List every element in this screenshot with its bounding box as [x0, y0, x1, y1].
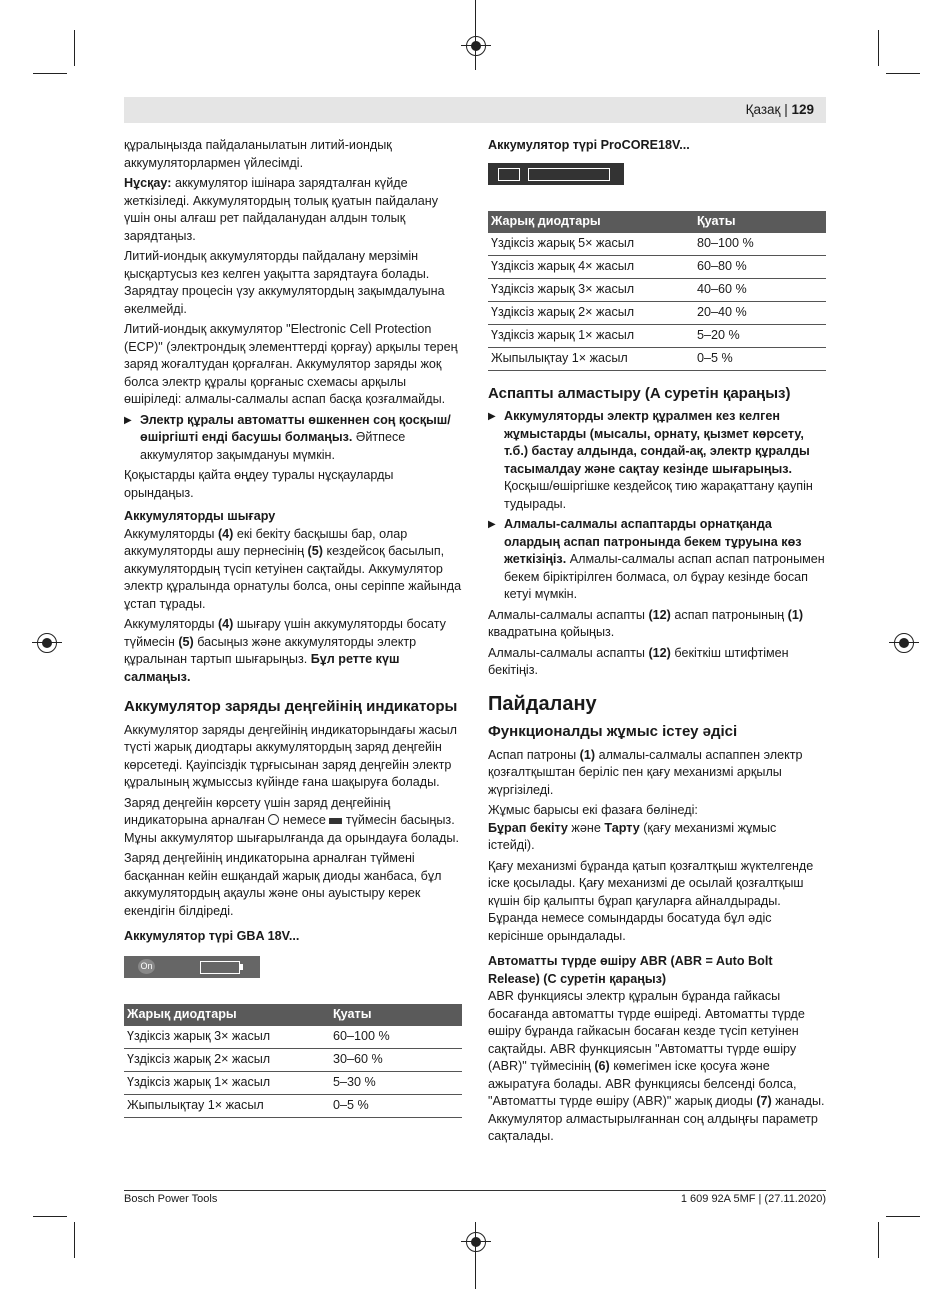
- crop-mark: [33, 73, 67, 74]
- table-row: Үздіксіз жарық 2× жасыл 30–60 %: [124, 1048, 462, 1071]
- section-heading-change: Аспапты алмастыру (A суретін қараңыз): [488, 384, 791, 402]
- registration-mark: [466, 36, 486, 56]
- table-header: Жарық диодтары: [124, 1004, 330, 1026]
- section-heading-procore: Аккумулятор түрі ProCORE18V...: [488, 138, 690, 152]
- warning-bullet: ▶ Алмалы-салмалы аспаптарды орнатқанда олардың аспап патронында бекем тұруына көз жеткізіңіз. Алмалы-салмалы аспап аспап патронымен бекем біріктірілген болмаса, ол бұрау кезінде босап кетуі мүмкін.: [488, 516, 826, 604]
- table-row: Үздіксіз жарық 1× жасыл 5–20 %: [488, 324, 826, 347]
- table-header: Қуаты: [694, 211, 826, 233]
- paragraph: Литий-иондық аккумулятор "Electronic Cell Protection (ECP)" (электрондық элементтерді қорғау) арқылы терең заряд жоғалтудан қорғалған. Аккумулятор заряды жоқ болса электр құралы қорғаныс схемасы арқылы өшіріледі: алмалы-салмалы аспап басқа қозғалмайды.: [124, 322, 458, 406]
- battery-gauge-icon: [528, 168, 610, 181]
- battery-terminal-icon: [240, 964, 243, 970]
- table-row: Үздіксіз жарық 2× жасыл 20–40 %: [488, 301, 826, 324]
- table-header: Қуаты: [330, 1004, 462, 1026]
- table-row: Үздіксіз жарық 4× жасыл 60–80 %: [488, 255, 826, 278]
- right-column: [488, 137, 826, 1149]
- crop-mark: [74, 30, 75, 66]
- paragraph: Аккумуляторды (4) шығару үшін аккумуляторды босату түймесін (5) басыңыз және аккумуляторды электр құралынан тартып шығарыңыз. Бұл ретте күш салмаңыз.: [124, 617, 446, 684]
- section-heading-remove: Аккумуляторды шығару: [124, 509, 276, 523]
- table-header: Жарық диодтары: [488, 211, 694, 233]
- table-row: Үздіксіз жарық 3× жасыл 40–60 %: [488, 278, 826, 301]
- paragraph: Алмалы-салмалы аспапты (12) бекіткіш штифтімен бекітіңіз.: [488, 645, 789, 677]
- registration-line: [475, 0, 476, 70]
- left-column: [124, 137, 462, 1118]
- registration-mark: [894, 633, 914, 653]
- table-row: Үздіксіз жарық 1× жасыл 5–30 %: [124, 1071, 462, 1094]
- paragraph: Аспап патроны (1) алмалы-салмалы аспаппен электр қозғалтқыштан беріліс пен қағу механизмі арқылы жүргізіледі.: [488, 747, 803, 797]
- footer-publisher: Bosch Power Tools: [124, 1193, 218, 1205]
- paragraph: құралыңызда пайдаланылатын литий-иондық аккумуляторлармен үйлесімді.: [124, 138, 392, 170]
- registration-mark: [466, 1232, 486, 1252]
- crop-mark: [878, 30, 879, 66]
- battery-button-icon: [268, 814, 279, 825]
- paragraph: Қоқыстарды қайта өңдеу туралы нұсқауларды орындаңыз.: [124, 468, 394, 500]
- footer-doc-code: 1 609 92A 5MF | (27.11.2020): [680, 1193, 826, 1205]
- paragraph: Заряд деңгейін көрсету үшін заряд деңгейінің индикаторына арналған немесе түймесін басыңыз. Мұны аккумулятор шығарылғанда да орындауға болады.: [124, 795, 459, 845]
- paragraph: Литий-иондық аккумуляторды пайдалану мерзімін қысқартусыз кез келген уақытта зарядтауға болады. Зарядтау процесін үзу аккумулятордың зақымдалуына әкелмейді.: [124, 249, 445, 316]
- section-heading-indicator: Аккумулятор заряды деңгейінің индикаторы: [124, 698, 458, 715]
- paragraph: Жұмыс барысы екі фазаға бөлінеді:: [488, 803, 698, 817]
- procore-charge-table: [488, 211, 826, 371]
- section-heading-usage: Пайдалану: [488, 692, 597, 715]
- paragraph: ABR функциясы электр құралын бұранда гайкасы босағанда автоматты түрде өшіреді. Автоматты түрде өшіру бұранда гайкасын босаған кезде түсіп кетуінен сақтайды. ABR функциясын "Автоматты түрде өшіру (ABR)" түймесінің (6) көмегімен іске қосуға және ажыратуға болады. ABR функциясы белсенді болса, "Автоматты түрде өшіру (ABR)" жарық диоды (7) жанады. Аккумулятор алмастырылғаннан соң алдыңғы параметр сақталады.: [488, 989, 825, 1143]
- section-heading-abr: Автоматты түрде өшіру ABR (ABR = Auto Bolt Release) (C суретін қараңыз): [488, 954, 773, 986]
- warning-bullet: ▶ Электр құралы автоматты өшкеннен соң қосқыш/өшіргішті енді басушы болмаңыз. Әйтпесе аккумулятор зақымдануы мүмкін.: [124, 412, 462, 465]
- header-separator: |: [780, 102, 792, 117]
- procore-battery-indicator: [488, 163, 624, 185]
- on-button: On: [138, 959, 155, 974]
- battery-icon: [498, 168, 520, 181]
- gba-battery-indicator: [124, 956, 260, 978]
- registration-mark: [37, 633, 57, 653]
- paragraph: Алмалы-салмалы аспапты (12) аспап патронының (1) квадратына қойыңыз.: [488, 607, 804, 639]
- table-row: Үздіксіз жарық 3× жасыл 60–100 %: [124, 1026, 462, 1049]
- table-row: Жыпылықтау 1× жасыл 0–5 %: [124, 1094, 462, 1117]
- battery-gauge-icon: [200, 961, 240, 974]
- warning-bullet: ▶ Аккумуляторды электр құралмен кез келген жұмыстарды (мысалы, орнату, қызмет көрсету, т.б.) бастау алдында, сондай-ақ, электр құралды тасымалдау және сақтау кезінде шығарыңыз. Қосқыш/өшіргішке кездейсоқ тию жарақаттану қаупін тудырады.: [488, 408, 826, 513]
- paragraph: Заряд деңгейінің индикаторына арналған түймені басқаннан кейін ешқандай жарық диоды жанбаса, бұл аккумулятордың ақаулы және оны ауыстыру керек екендігін білдіреді.: [124, 851, 442, 918]
- table-row: Үздіксіз жарық 5× жасыл 80–100 %: [488, 233, 826, 256]
- page-number: 129: [791, 102, 814, 117]
- header-bar: [124, 97, 826, 123]
- paragraph: Аккумуляторды (4) екі бекіту басқышы бар, олар аккумуляторды ашу пернесінің (5) кездейсоқ басылып, аккумулятордың түсіп кетуінен сақтайды. Аккумулятор электр құралында орнатулы болса, оны серіппе жайында ұстап тұрады.: [124, 526, 462, 611]
- section-heading-gba: Аккумулятор түрі GBA 18V...: [124, 929, 300, 943]
- crop-mark: [886, 1216, 920, 1217]
- header-language: Қазақ: [745, 102, 781, 117]
- page-header: [746, 102, 814, 117]
- footer-rule: [124, 1190, 826, 1191]
- table-row: Жыпылықтау 1× жасыл 0–5 %: [488, 347, 826, 370]
- section-heading-function: Функционалды жұмыс істеу әдісі: [488, 723, 738, 740]
- crop-mark: [878, 1222, 879, 1258]
- crop-mark: [886, 73, 920, 74]
- paragraph: Бұрап бекіту және Тарту (қағу механизмі жұмыс істейді).: [488, 820, 777, 852]
- crop-mark: [33, 1216, 67, 1217]
- paragraph: Қағу механизмі бұранда қатып қозғалтқыш жүктелгенде іске қосылады. Қағу механизмі де осылай қозғалтқыш күшін бір қалыпты бұрап қағуларға айналдырады. Бұранда немесе сомындарды босатуда бұл әдіс керісінше орындалады.: [488, 858, 814, 943]
- crop-mark: [74, 1222, 75, 1258]
- gba-charge-table: [124, 1004, 462, 1118]
- paragraph: Аккумулятор заряды деңгейінің индикаторындағы жасыл түсті жарық диодтары аккумулятордың заряд деңгейін көрсетеді. Қауіпсіздік тұрғысынан заряд деңгейін электр құралының жұмыссыз күйінде ғана шақыруға болады.: [124, 722, 458, 789]
- paragraph: Нұсқау: аккумулятор ішінара зарядталған күйде жеткізіледі. Аккумулятордың толық қуатын пайдалану үшін оны алғаш рет пайдаланудан алдын толық зарядтаңыз.: [124, 176, 439, 243]
- battery-gauge-icon: [329, 818, 342, 824]
